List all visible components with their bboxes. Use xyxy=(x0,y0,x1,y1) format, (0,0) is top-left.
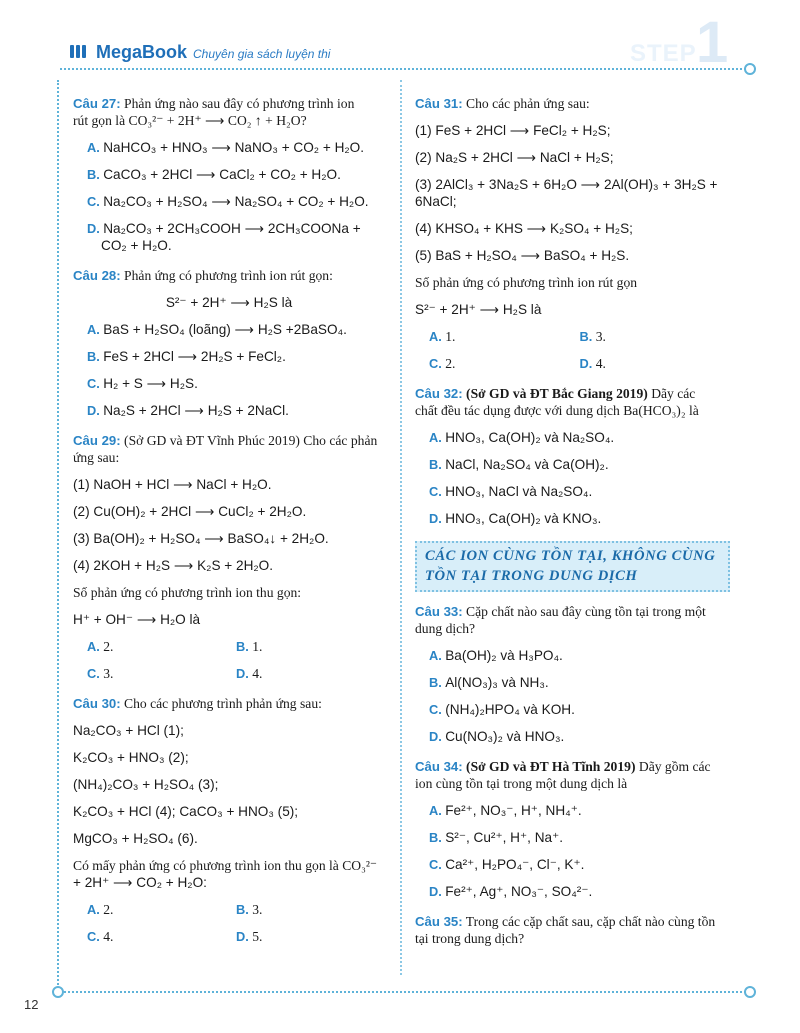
reaction-3: (3) 2AlCl₃ + 3Na₂S + 6H₂O ⟶ 2Al(OH)₃ + 3H₂S + xyxy=(415,177,718,192)
question-text: Dãy các xyxy=(647,385,696,401)
option-letter: A. xyxy=(87,322,100,337)
reaction-5: (5) BaS + H₂SO₄ ⟶ BaSO₄ + H₂S. xyxy=(415,248,630,263)
option-a: 2. xyxy=(103,639,114,654)
question-34 xyxy=(415,759,730,901)
question-text: tại trong dung dịch? xyxy=(415,931,525,947)
option-letter: D. xyxy=(236,665,249,681)
option-letter: C. xyxy=(87,928,100,944)
question-label: Câu 30: xyxy=(73,695,121,711)
reaction-2: K₂CO₃ + HNO₃ (2); xyxy=(73,749,189,765)
question-text: Cho các phương trình phản ứng sau: xyxy=(124,695,322,711)
question-text: dung dịch? xyxy=(415,621,476,637)
question-text: Cho các phản ứng sau: xyxy=(466,96,590,111)
question-text: ứng sau: xyxy=(73,450,120,465)
step-label: STEP xyxy=(630,40,697,67)
option-a: BaS + H₂SO₄ (loãng) ⟶ H₂S +2BaSO₄. xyxy=(103,322,347,337)
option-a: HNO₃, Ca(OH)₂ và Na₂SO₄. xyxy=(445,429,615,445)
option-letter: B. xyxy=(429,675,442,691)
option-c: 3. xyxy=(103,665,114,681)
option-d: 4. xyxy=(252,665,263,681)
option-letter: D. xyxy=(236,928,249,944)
question-text: rút gọn là CO₃²⁻ + 2H⁺ ⟶ CO₂ ↑ + H₂O? xyxy=(73,113,307,128)
option-b: Al(NO₃)₃ và NH₃. xyxy=(445,675,549,691)
frame-bottom-border xyxy=(60,991,750,993)
frame-left-border xyxy=(57,80,59,985)
option-letter: B. xyxy=(236,901,249,917)
option-d: Na₂CO₃ + 2CH₃COOH ⟶ 2CH₃COONa + xyxy=(103,221,361,236)
ionic-equation: H⁺ + OH⁻ ⟶ H₂O là xyxy=(73,612,201,627)
option-letter: A. xyxy=(87,639,100,654)
frame-end-dot-icon xyxy=(744,63,756,75)
option-letter: D. xyxy=(429,510,442,526)
question-text: Có mấy phản ứng có phương trình ion thu gọn là CO₃²⁻ xyxy=(73,857,378,873)
option-c: 4. xyxy=(103,928,114,944)
option-b: 3. xyxy=(595,329,606,344)
option-b: NaCl, Na₂SO₄ và Ca(OH)₂. xyxy=(445,456,609,472)
option-c: Ca²⁺, H₂PO₄⁻, Cl⁻, K⁺. xyxy=(445,857,585,873)
reaction-3: (3) Ba(OH)₂ + H₂SO₄ ⟶ BaSO₄↓ + 2H₂O. xyxy=(73,531,329,546)
reaction-1: (1) NaOH + HCl ⟶ NaCl + H₂O. xyxy=(73,477,272,492)
option-a: 2. xyxy=(103,901,114,917)
option-d: HNO₃, Ca(OH)₂ và KNO₃. xyxy=(445,510,602,526)
question-27 xyxy=(73,96,385,255)
reaction-1: Na₂CO₃ + HCl (1); xyxy=(73,722,184,738)
question-31 xyxy=(415,96,730,373)
question-text: Phản ứng có phương trình ion rút gọn: xyxy=(124,268,333,283)
question-32 xyxy=(415,386,730,528)
question-source: (Sở GD và ĐT Hà Tĩnh 2019) xyxy=(466,759,636,775)
option-letter: A. xyxy=(87,140,100,155)
frame-top-border xyxy=(60,68,750,70)
logo-bars-icon xyxy=(70,45,86,58)
question-text: Số phản ứng có phương trình ion thu gọn: xyxy=(73,585,302,600)
question-label: Câu 33: xyxy=(415,604,463,620)
option-letter: D. xyxy=(579,355,593,371)
option-b: CaCO₃ + 2HCl ⟶ CaCl₂ + CO₂ + H₂O. xyxy=(103,167,341,182)
question-text: (Sở GD và ĐT Vĩnh Phúc 2019) Cho các phản xyxy=(124,433,378,448)
brand-name: MegaBook xyxy=(96,42,188,62)
question-label: Câu 35: xyxy=(415,914,463,930)
option-letter: D. xyxy=(429,884,442,900)
option-d-cont: CO₂ + H₂O. xyxy=(101,238,172,253)
question-text: Dãy gồm các xyxy=(635,759,711,775)
question-28 xyxy=(73,268,385,420)
section-title-line2: TỒN TẠI TRONG DUNG DỊCH xyxy=(425,567,638,584)
reaction-3: (NH₄)₂CO₃ + H₂SO₄ (3); xyxy=(73,776,219,792)
reaction-5: MgCO₃ + H₂SO₄ (6). xyxy=(73,830,198,846)
frame-end-dot-icon xyxy=(52,986,64,998)
option-letter: B. xyxy=(87,349,100,364)
left-column xyxy=(73,96,385,946)
megabook-logo xyxy=(70,42,330,63)
reaction-4: K₂CO₃ + HCl (4); CaCO₃ + HNO₃ (5); xyxy=(73,803,299,819)
question-text: Số phản ứng có phương trình ion rút gọn xyxy=(415,275,638,290)
option-a: 1. xyxy=(445,329,456,344)
question-text: chất đều tác dụng được với dung dịch Ba(HCO₃)₂ là xyxy=(415,402,699,418)
right-column xyxy=(415,96,730,948)
question-label: Câu 31: xyxy=(415,96,463,111)
question-label: Câu 28: xyxy=(73,268,121,283)
option-d: 5. xyxy=(252,928,263,944)
option-letter: D. xyxy=(87,221,100,236)
option-letter: B. xyxy=(579,329,593,344)
question-text: + 2H⁺ ⟶ CO₂ + H₂O: xyxy=(73,874,207,890)
option-letter: D. xyxy=(429,729,442,745)
question-label: Câu 29: xyxy=(73,433,121,448)
option-letter: A. xyxy=(429,329,442,344)
option-letter: C. xyxy=(429,702,442,718)
option-b: FeS + 2HCl ⟶ 2H₂S + FeCl₂. xyxy=(103,349,286,364)
option-letter: A. xyxy=(429,429,442,445)
step-number: 1 xyxy=(696,10,729,75)
option-letter: C. xyxy=(87,194,100,209)
option-letter: B. xyxy=(429,456,442,472)
option-c: H₂ + S ⟶ H₂S. xyxy=(103,376,198,391)
question-text: Trong các cặp chất sau, cặp chất nào cùng tồn xyxy=(465,914,716,930)
question-label: Câu 27: xyxy=(73,96,121,111)
reaction-3-cont: 6NaCl; xyxy=(415,194,457,209)
option-d: Fe²⁺, Ag⁺, NO₃⁻, SO₄²⁻. xyxy=(445,884,593,900)
option-letter: B. xyxy=(429,830,442,846)
ionic-equation: S²⁻ + 2H⁺ ⟶ H₂S là xyxy=(415,302,542,317)
option-letter: C. xyxy=(87,665,100,681)
option-letter: B. xyxy=(236,639,249,654)
question-33 xyxy=(415,604,730,746)
section-title-line1: CÁC ION CÙNG TỒN TẠI, KHÔNG CÙNG xyxy=(425,547,716,564)
question-30 xyxy=(73,696,385,946)
option-d: 4. xyxy=(595,355,606,371)
question-label: Câu 32: xyxy=(415,385,463,401)
reaction-1: (1) FeS + 2HCl ⟶ FeCl₂ + H₂S; xyxy=(415,123,611,138)
question-label: Câu 34: xyxy=(415,759,463,775)
option-b: 3. xyxy=(252,901,263,917)
ionic-equation: S²⁻ + 2H⁺ ⟶ H₂S là xyxy=(165,295,293,310)
column-divider xyxy=(400,80,402,975)
option-letter: C. xyxy=(429,483,442,499)
question-text: Phản ứng nào sau đây có phương trình ion xyxy=(124,96,355,111)
page-header xyxy=(0,0,800,75)
option-a: Ba(OH)₂ và H₃PO₄. xyxy=(445,648,563,664)
option-c: HNO₃, NaCl và Na₂SO₄. xyxy=(445,483,593,499)
question-source: (Sở GD và ĐT Bắc Giang 2019) xyxy=(466,385,648,401)
frame-end-dot-icon xyxy=(744,986,756,998)
option-letter: A. xyxy=(429,803,442,819)
question-text: ion cùng tồn tại trong một dung dịch là xyxy=(415,776,628,792)
brand-tagline: Chuyên gia sách luyện thi xyxy=(193,47,331,61)
option-letter: D. xyxy=(87,403,100,418)
option-letter: C. xyxy=(87,376,100,391)
option-letter: C. xyxy=(429,857,442,873)
option-letter: A. xyxy=(87,901,100,917)
reaction-4: (4) KHSO₄ + KHS ⟶ K₂SO₄ + H₂S; xyxy=(415,221,633,236)
option-letter: B. xyxy=(87,167,100,182)
option-c: (NH₄)₂HPO₄ và KOH. xyxy=(445,702,575,718)
option-a: Fe²⁺, NO₃⁻, H⁺, NH₄⁺. xyxy=(445,803,582,819)
question-29 xyxy=(73,433,385,683)
question-text: Cặp chất nào sau đây cùng tồn tại trong một xyxy=(466,604,706,620)
question-35 xyxy=(415,914,730,948)
reaction-4: (4) 2KOH + H₂S ⟶ K₂S + 2H₂O. xyxy=(73,558,274,573)
option-a: NaHCO₃ + HNO₃ ⟶ NaNO₃ + CO₂ + H₂O. xyxy=(103,140,365,155)
option-d: Na₂S + 2HCl ⟶ H₂S + 2NaCl. xyxy=(103,403,289,418)
option-b: 1. xyxy=(252,639,263,654)
option-letter: C. xyxy=(429,355,442,371)
option-c: Na₂CO₃ + H₂SO₄ ⟶ Na₂SO₄ + CO₂ + H₂O. xyxy=(103,194,369,209)
reaction-2: (2) Cu(OH)₂ + 2HCl ⟶ CuCl₂ + 2H₂O. xyxy=(73,504,307,519)
option-letter: A. xyxy=(429,648,442,664)
option-d: Cu(NO₃)₂ và HNO₃. xyxy=(445,729,565,745)
section-header-box xyxy=(415,541,730,592)
reaction-2: (2) Na₂S + 2HCl ⟶ NaCl + H₂S; xyxy=(415,150,614,165)
page-number: 12 xyxy=(24,997,39,1012)
option-c: 2. xyxy=(445,355,456,371)
option-b: S²⁻, Cu²⁺, H⁺, Na⁺. xyxy=(445,830,564,846)
